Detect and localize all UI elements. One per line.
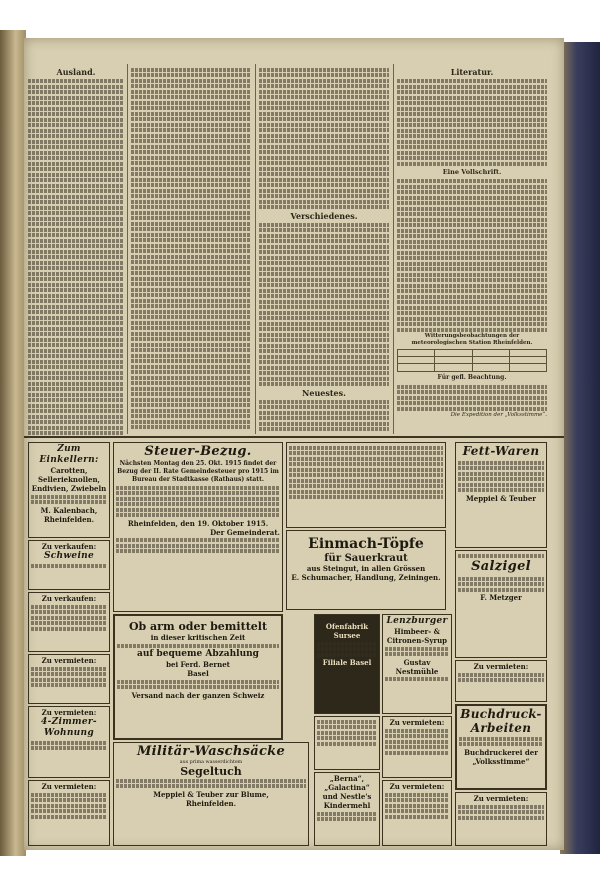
column-1: [28, 66, 124, 437]
ad-bemittelt-city: Basel: [187, 669, 209, 678]
ad-militar-city: Rheinfelden.: [185, 798, 237, 808]
ad-einmach-firm: E. Schumacher, Handlung, Zeiningen.: [291, 573, 441, 582]
ad-berna-sub: und Nestle's Kindermehl: [322, 792, 372, 810]
ad-vermieten-3: [382, 716, 452, 778]
ad-bemittelt-foot: Versand nach der ganzen Schweiz: [131, 690, 265, 700]
ad-bemittelt-line3: auf bequeme Abzahlung: [137, 649, 259, 659]
ad-salz-firm: F. Metzger: [480, 593, 522, 602]
ad-einkellern-title: Zum Einkellern:: [39, 444, 99, 465]
ad-vermieten-4: [382, 780, 452, 846]
section-heading-literatur: Literatur.: [450, 67, 494, 77]
ad-bemittelt-firm: bei Ferd. Bernet: [166, 660, 230, 669]
ad-lenzburger-sub: Himbeer- & Citronen-Syrup: [386, 627, 448, 645]
section-heading-ausland: Ausland.: [56, 67, 96, 77]
section-heading-witterung: Witterungsbeobachtungen der meteorologischen Station Rheinfelden.: [411, 333, 533, 346]
ad-berna-title: „Berna“, „Galactina“: [324, 774, 370, 792]
ad-steuer-date: Rheinfelden, den 19. Oktober 1915.: [127, 518, 269, 528]
section-heading-vollschrift: Eine Vollschrift.: [442, 168, 502, 176]
ad-vermieten-6: [455, 792, 547, 846]
ad-verkaufen-title: Zu verkaufen:: [41, 542, 97, 551]
ad-buchdruck-title: Buchdruck-Arbeiten: [460, 707, 542, 735]
ad-ofen-sub: Filiale Basel: [322, 658, 372, 667]
ad-einmach-desc: aus Steingut, in allen Grössen: [306, 564, 426, 573]
ad-lenzburger-firm: Gustav Nestmühle: [395, 657, 439, 676]
ad-verkaufen-text: Schweine: [43, 551, 95, 561]
ad-steuer-bezug: [113, 442, 283, 612]
column-2: [131, 66, 251, 431]
ad-wohnung: [28, 706, 110, 778]
ad-salz-title: Salzigel: [471, 559, 531, 574]
ad-vermieten-5-title: Zu vermieten:: [473, 662, 529, 671]
ad-fett-title: Fett-Waren: [462, 444, 540, 458]
ad-steuer-sub: Nächsten Montag den 25. Okt. 1915 findet der Bezug der II. Rate Gemeindesteuer pro 1915 im Bureau der Stadtkasse (Rathaus) statt.: [117, 460, 279, 483]
book-binding-right: [560, 42, 600, 854]
section-heading-neueste: Neuestes.: [302, 387, 346, 398]
ad-buchdruck: [455, 704, 547, 790]
ad-vermieten-1: [28, 654, 110, 704]
ad-wohnung-title: Zu vermieten:: [41, 708, 97, 717]
ad-militar-title: Militär-Waschsäcke: [136, 744, 286, 759]
ad-ofenfabrik: [314, 614, 380, 714]
ad-kaffee: [286, 442, 446, 528]
ad-einkellern-firm: M. Kalenbach, Rheinfelden.: [40, 505, 98, 524]
ad-einmach-sub: für Sauerkraut: [324, 553, 408, 564]
ad-bemittelt-title: Ob arm oder bemittelt: [128, 620, 268, 633]
ad-verkaufen-schweine: [28, 540, 110, 590]
ad-lenzburger: [382, 614, 452, 714]
ad-vermieten-6-title: Zu vermieten:: [473, 794, 529, 803]
ad-bemittelt-line2: in dieser kritischen Zeit: [150, 633, 246, 642]
ad-einkellern: [28, 442, 110, 538]
ad-vermieten-1-title: Zu vermieten:: [41, 656, 97, 665]
ad-buchdruck-firm: Buchdruckerei der „Volksstimme“: [464, 747, 538, 766]
section-heading-verschiedenes: Verschiedenes.: [290, 210, 358, 221]
ad-verkaufen-2: [28, 592, 110, 652]
ad-steuer-title: Steuer-Bezug.: [144, 444, 252, 459]
ad-wohnung-big: 4-Zimmer-Wohnung: [41, 717, 97, 738]
ad-lenzburger-title: Lenzburger: [386, 616, 448, 626]
ad-vermieten-4-title: Zu vermieten:: [389, 782, 445, 791]
newspaper-page: [24, 38, 564, 850]
section-heading-beachtung: Für gefl. Beachtung.: [437, 373, 507, 381]
ad-einmach-title: Einmach-Töpfe: [308, 536, 424, 552]
ad-einmach-topfe: [286, 530, 446, 610]
ad-fett-waren: [455, 442, 547, 548]
ad-militar-sub2: Segeltuch: [180, 765, 242, 778]
ad-steuer-sign: Der Gemeinderat.: [210, 527, 280, 537]
column-3: [259, 66, 389, 433]
weather-table: [397, 349, 547, 372]
ad-vermieten-5: [455, 660, 547, 702]
ad-kaufen-title: Zu verkaufen:: [41, 594, 97, 603]
ad-vermieten-3-title: Zu vermieten:: [389, 718, 445, 727]
ad-sauerkraut: [314, 716, 380, 770]
ad-salzigel: [455, 550, 547, 658]
ad-vermieten-2: [28, 780, 110, 846]
ad-ofen-title: Ofenfabrik Sursee: [325, 622, 369, 640]
ad-bemittelt: [113, 614, 283, 740]
ad-militar-waschsacke: [113, 742, 309, 846]
ad-fett-firm: Meppiel & Teuber: [466, 493, 536, 503]
ad-einkellern-items: Carotten, Sellerieknollen, Endivien, Zwiebeln: [31, 466, 107, 493]
ad-militar-firm: Meppiel & Teuber zur Blume,: [153, 789, 269, 799]
ad-vermieten-2-title: Zu vermieten:: [41, 782, 97, 791]
column-4: [397, 66, 547, 418]
book-binding-left: [0, 30, 26, 856]
expedition-signature: Die Expedition der „Volksstimme“.: [450, 412, 547, 419]
ad-berna: [314, 772, 380, 846]
ad-militar-sub: aus prima wasserdichtem: [179, 760, 243, 765]
